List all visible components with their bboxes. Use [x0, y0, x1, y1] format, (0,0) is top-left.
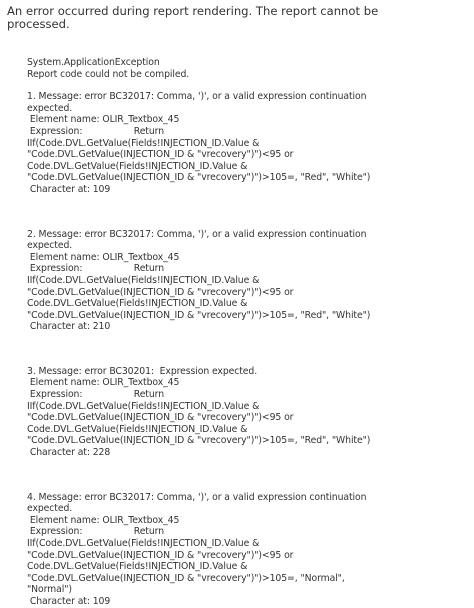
error-message-line: "Code.DVL.GetValue(INJECTION_ID & "vrecovery")")<95 or: [27, 286, 294, 298]
error-message-line: "Code.DVL.GetValue(INJECTION_ID & "vrecovery")")<95 or: [27, 149, 294, 161]
error-heading-line: processed.: [7, 16, 70, 31]
spacer: [27, 459, 467, 492]
error-message-line: "Normal"): [27, 584, 72, 596]
exception-summary: Report code could not be compiled.: [27, 68, 190, 80]
error-message-line: IIf(Code.DVL.GetValue(Fields!INJECTION_ID.Value &: [27, 400, 260, 412]
error-message-line: Code.DVL.GetValue(Fields!INJECTION_ID.Value &: [27, 298, 248, 310]
error-message-line: expected.: [27, 102, 73, 114]
error-message-block: [27, 91, 467, 195]
error-message-line: 1. Message: error BC32017: Comma, ')', or a valid expression continuation: [27, 91, 367, 103]
error-message-line: 3. Message: error BC30201: Expression expected.: [27, 365, 258, 377]
error-message-line: Element name: OLIR_Textbox_45: [27, 514, 180, 526]
error-message-line: Character at: 109: [27, 595, 111, 607]
error-message-line: Expression: Return: [27, 526, 164, 538]
error-details: [27, 57, 467, 608]
error-message-line: expected.: [27, 503, 73, 515]
error-message-line: "Code.DVL.GetValue(INJECTION_ID & "vrecovery")")>105=, "Red", "White"): [27, 172, 371, 184]
error-message-line: Element name: OLIR_Textbox_45: [27, 251, 180, 263]
spacer: [27, 333, 467, 366]
error-message-line: 2. Message: error BC32017: Comma, ')', or a valid expression continuation: [27, 228, 367, 240]
error-message-line: Code.DVL.GetValue(Fields!INJECTION_ID.Value &: [27, 423, 248, 435]
error-heading-line: An error occurred during report rendering. The report cannot be: [7, 4, 379, 18]
error-message-line: Expression: Return: [27, 263, 164, 275]
error-list: [27, 91, 467, 607]
spacer: [27, 196, 467, 229]
spacer: [27, 80, 467, 91]
error-message-line: IIf(Code.DVL.GetValue(Fields!INJECTION_ID.Value &: [27, 274, 260, 286]
error-message-line: Code.DVL.GetValue(Fields!INJECTION_ID.Value &: [27, 561, 248, 573]
error-heading: [7, 5, 467, 30]
error-message-line: "Code.DVL.GetValue(INJECTION_ID & "vrecovery")")<95 or: [27, 549, 294, 561]
exception-type: System.ApplicationException: [27, 57, 160, 68]
error-message-line: Expression: Return: [27, 125, 164, 137]
error-message-line: "Code.DVL.GetValue(INJECTION_ID & "vrecovery")")>105=, "Red", "White"): [27, 435, 371, 447]
error-message-line: Element name: OLIR_Textbox_45: [27, 377, 180, 389]
error-message-line: Character at: 210: [27, 321, 111, 333]
error-message-block: [27, 366, 467, 459]
error-message-line: Character at: 109: [27, 183, 111, 195]
error-message-line: "Code.DVL.GetValue(INJECTION_ID & "vrecovery")")>105=, "Red", "White"): [27, 309, 371, 321]
error-message-line: "Code.DVL.GetValue(INJECTION_ID & "vrecovery")")<95 or: [27, 412, 294, 424]
error-message-line: expected.: [27, 240, 73, 252]
error-message-line: IIf(Code.DVL.GetValue(Fields!INJECTION_ID.Value &: [27, 538, 260, 549]
error-message-line: "Code.DVL.GetValue(INJECTION_ID & "vrecovery")")>105=, "Normal",: [27, 572, 345, 584]
error-message-block: [27, 229, 467, 333]
error-message-line: Element name: OLIR_Textbox_45: [27, 114, 180, 126]
error-message-line: Expression: Return: [27, 389, 164, 401]
error-message-block: [27, 492, 467, 608]
error-message-line: IIf(Code.DVL.GetValue(Fields!INJECTION_ID.Value &: [27, 137, 260, 149]
error-message-line: Code.DVL.GetValue(Fields!INJECTION_ID.Value &: [27, 160, 248, 172]
error-message-line: 4. Message: error BC32017: Comma, ')', or a valid expression continuation: [27, 491, 367, 503]
error-message-line: Character at: 228: [27, 447, 111, 459]
